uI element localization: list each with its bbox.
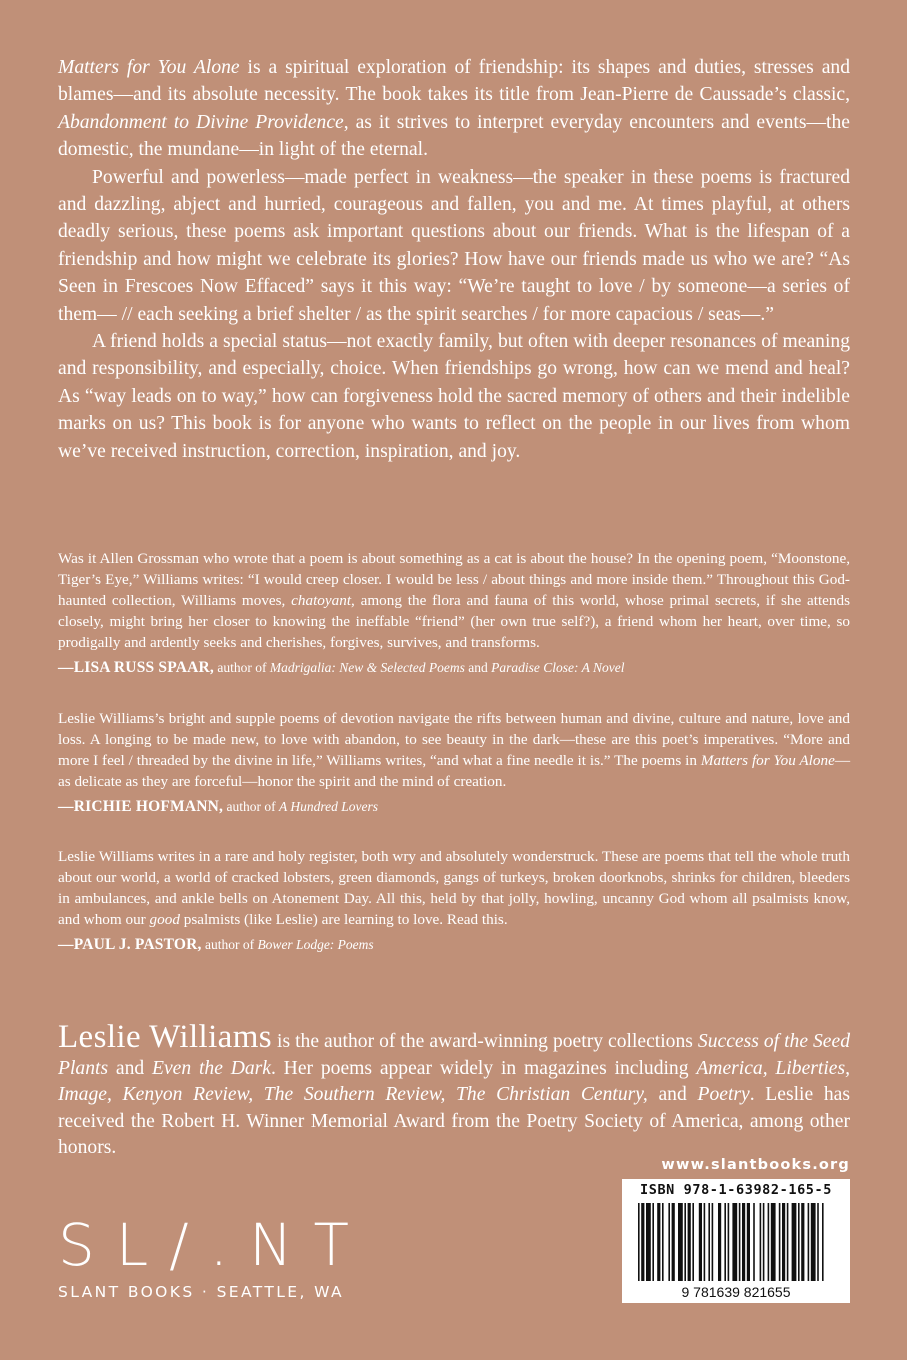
barcode-bar: [808, 1203, 810, 1281]
author-name: Leslie Williams: [58, 1019, 273, 1055]
slant-logo: SL/.NT: [58, 1211, 370, 1279]
barcode-bar: [801, 1203, 804, 1281]
barcode-bar: [747, 1203, 750, 1281]
book-title: Matters for You Alone: [58, 57, 240, 78]
barcode-bar: [792, 1203, 797, 1281]
barcode-bar: [822, 1203, 824, 1281]
barcode-bar: [739, 1203, 741, 1281]
endorsement-attribution: —LISA RUSS SPAAR, author of Madrigalia: New & Selected Poems and Paradise Close: A Novel: [58, 659, 625, 676]
barcode-bar: [704, 1203, 706, 1281]
barcode-bar: [678, 1203, 683, 1281]
endorsement-text: Leslie Williams’s bright and supple poems of devotion navigate the rifts between human and divine, culture and nature, love and loss. A longing to be made new, to love with abandon, to see beauty in the dark—these are this poet’s imperatives. “More and more I feel / threaded by the divine in life,” Williams writes, “and what a fine needle it is.” The poems in Matters for You Alone—as delicate as they are forceful—honor the spirit and the mind of creation.: [58, 710, 851, 790]
publisher-line: SLANT BOOKS · SEATTLE, WA: [58, 1283, 345, 1301]
barcode-bar: [787, 1203, 789, 1281]
barcode-bar: [668, 1203, 670, 1281]
barcode-bar: [782, 1203, 785, 1281]
blurb-paragraph-2: Powerful and powerless—made perfect in weakness—the speaker in these poems is fractured and dazzling, abject and hurried, courageous and fallen, you and me. At times playful, at others deadly serious, these poems ask important questions about our friends. What is the lifespan of a friendship and how might we celebrate its glories? How have our friends made us who we are? “As Seen in Frescoes Now Effaced” says it this way: “We’re taught to love / by someone—a series of them— // each seeking a brief shelter / as the spirit searches / for more capacious / seas—.”: [58, 166, 850, 325]
barcode-bar: [699, 1203, 702, 1281]
barcode-bar: [718, 1203, 721, 1281]
barcode-bar: [811, 1203, 816, 1281]
publisher-website: www.slantbooks.org: [661, 1157, 850, 1173]
barcode-icon: [630, 1203, 842, 1301]
blurb-paragraph-3: A friend holds a special status—not exactly family, but often with deeper resonances of meaning and responsibility, and especially, choice. When friendships go wrong, how can we mend and heal? As “way leads on to way,” how can forgiveness hold the sacred memory of others and their indelible marks on us? This book is for anyone who wants to reflect on the people in our lives from whom we’ve received instruction, correction, inspiration, and joy.: [58, 331, 850, 462]
endorsement-spaar: [58, 548, 850, 678]
endorsement-attribution: —RICHIE HOFMANN, author of A Hundred Lovers: [58, 798, 378, 815]
barcode-bar: [779, 1203, 781, 1281]
barcode-bar: [672, 1203, 675, 1281]
barcode-bar: [728, 1203, 730, 1281]
barcode-bar: [817, 1203, 819, 1281]
barcode-bar: [768, 1203, 770, 1281]
endorsement-text: Was it Allen Grossman who wrote that a poem is about something as a cat is about the house? In the opening poem, “Moonstone, Tiger’s Eye,” Williams writes: “I would creep closer. I would be less / about things and more inside them.” Throughout this God-haunted collection, Williams moves, chatoyant, among the flora and fauna of this world, whose primal secrets, if she attends closely, might bring her closer to knowing the ineffable “friend” (her own true self?), a friend whom her heart, over time, so prodigally and ardently seeks and cherishes, forgives, survives, and transforms.: [58, 550, 851, 651]
barcode-bar: [638, 1203, 640, 1281]
barcode-bar: [724, 1203, 726, 1281]
barcode-digits: 9 781639 821655: [681, 1284, 791, 1300]
barcode-bar: [732, 1203, 737, 1281]
barcode-bar: [641, 1203, 644, 1281]
barcode-bar: [763, 1203, 765, 1281]
barcode-bar: [798, 1203, 800, 1281]
barcode-bar: [771, 1203, 776, 1281]
isbn-label: ISBN 978-1-63982-165-5: [639, 1182, 832, 1198]
barcode-bar: [742, 1203, 745, 1281]
barcode-bar: [712, 1203, 714, 1281]
barcode-bar: [760, 1203, 762, 1281]
endorsement-pastor: [58, 846, 850, 955]
author-bio: Leslie Williams is the author of the award-winning poetry collections Success of the Seed Plants and Even the Dark. Her poems appear widely in magazines including America, Liberties, Image, Kenyon Review, The Southern Review, The Christian Century, and Poetry. Leslie has received the Robert H. Winner Memorial Award from the Poetry Society of America, among other honors.: [58, 1019, 850, 1159]
barcode-bar: [688, 1203, 691, 1281]
barcode-bar: [708, 1203, 710, 1281]
blurb-paragraph-1: Matters for You Alone is a spiritual exploration of friendship: its shapes and duties, stresses and blames—and its absolute necessity. The book takes its title from Jean-Pierre de Caussade’s classic, Abandonment to Divine Providence, as it strives to interpret everyday encounters and events—the domestic, the mundane—in light of the eternal.: [58, 57, 850, 161]
endorsement-attribution: —PAUL J. PASTOR, author of Bower Lodge: Poems: [58, 936, 374, 953]
barcode-bar: [684, 1203, 686, 1281]
barcode-bar: [662, 1203, 664, 1281]
isbn-barcode: [622, 1179, 850, 1303]
barcode-bar: [692, 1203, 694, 1281]
description-blurb: [58, 54, 850, 465]
barcode-bar: [652, 1203, 654, 1281]
barcode-bar: [646, 1203, 651, 1281]
endorsement-hofmann: [58, 708, 850, 817]
endorsement-text: Leslie Williams writes in a rare and holy register, both wry and absolutely wonderstruck. These are poems that tell the whole truth about our world, a world of cracked lobsters, green diamonds, gangs of turkeys, broken doorknobs, shrinks for children, bleeders in ambulances, and ankle bells on Atonement Day. All this, held by that jolly, howling, uncanny God whom all psalmists know, and whom our good psalmists (like Leslie) are learning to love. Read this.: [58, 848, 850, 928]
barcode-bar: [657, 1203, 660, 1281]
barcode-bar: [753, 1203, 755, 1281]
